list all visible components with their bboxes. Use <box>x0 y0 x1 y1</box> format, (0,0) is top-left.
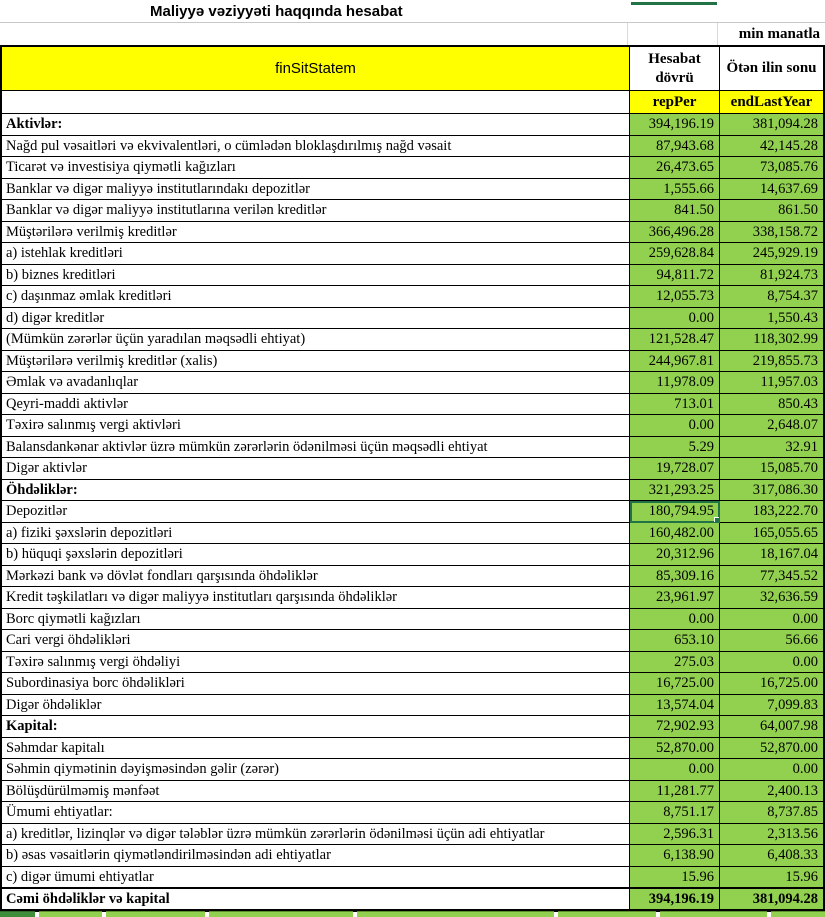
end-last-year-value-cell[interactable]: 165,055.65 <box>720 523 823 545</box>
report-period-key-cell[interactable]: repPer <box>630 91 720 114</box>
table-row <box>2 845 823 867</box>
report-period-value-cell[interactable]: 85,309.16 <box>630 566 720 588</box>
row-label-cell[interactable]: Depozitlər <box>2 501 630 523</box>
row-label-cell[interactable]: Kapital: <box>2 716 630 738</box>
partial-cell <box>357 911 554 917</box>
report-period-value-cell[interactable]: 160,482.00 <box>630 523 720 545</box>
row-label-cell[interactable]: (Mümkün zərərlər üçün yaradılan məqsədli ehtiyat) <box>2 329 630 351</box>
report-period-value-cell[interactable]: 23,961.97 <box>630 587 720 609</box>
report-period-value-cell[interactable]: 0.00 <box>630 415 720 437</box>
table-row <box>2 372 823 394</box>
end-last-year-value-cell[interactable]: 317,086.30 <box>720 480 823 502</box>
end-last-year-value-cell[interactable]: 0.00 <box>720 652 823 674</box>
end-last-year-value-cell[interactable]: 850.43 <box>720 394 823 416</box>
selection-fill-handle[interactable] <box>714 517 720 523</box>
end-last-year-value-cell[interactable]: 6,408.33 <box>720 845 823 867</box>
row-label-cell[interactable]: Subordinasiya borc öhdəlikləri <box>2 673 630 695</box>
report-period-value-cell[interactable]: 259,628.84 <box>630 243 720 265</box>
report-period-value-cell[interactable]: 321,293.25 <box>630 480 720 502</box>
end-last-year-value-cell[interactable]: 381,094.28 <box>720 114 823 136</box>
report-period-value-cell[interactable]: 87,943.68 <box>630 136 720 158</box>
report-period-value-cell[interactable]: 366,496.28 <box>630 222 720 244</box>
report-period-value-cell[interactable]: 52,870.00 <box>630 738 720 760</box>
end-last-year-value-cell[interactable]: 245,929.19 <box>720 243 823 265</box>
page-title: Maliyyə vəziyyəti haqqında hesabat <box>150 3 403 20</box>
report-period-value-cell[interactable]: 11,281.77 <box>630 781 720 803</box>
partial-cell <box>0 911 35 917</box>
report-period-line1: Hesabat <box>648 50 701 67</box>
table-row <box>2 114 823 136</box>
end-last-year-value-cell[interactable]: 16,725.00 <box>720 673 823 695</box>
row-label-cell[interactable]: c) daşınmaz əmlak kreditləri <box>2 286 630 308</box>
table-row <box>2 695 823 717</box>
table-row <box>2 523 823 545</box>
table-body <box>2 114 823 910</box>
subheader-row <box>2 91 823 114</box>
row-label-cell[interactable]: a) istehlak kreditləri <box>2 243 630 265</box>
end-last-year-value-cell[interactable]: 81,924.73 <box>720 265 823 287</box>
table-row <box>2 802 823 824</box>
partial-next-row <box>0 911 825 917</box>
row-label-cell[interactable]: Öhdəliklər: <box>2 480 630 502</box>
row-label-cell[interactable]: Təxirə salınmış vergi aktivləri <box>2 415 630 437</box>
report-period-value-cell[interactable]: 16,725.00 <box>630 673 720 695</box>
end-last-year-value-cell[interactable]: 0.00 <box>720 609 823 631</box>
partial-cell-border-top <box>631 2 717 5</box>
end-last-year-value-cell[interactable]: 183,222.70 <box>720 501 823 523</box>
table-row <box>2 458 823 480</box>
report-period-value-cell[interactable]: 13,574.04 <box>630 695 720 717</box>
row-label-cell[interactable]: Bölüşdürülməmiş mənfəət <box>2 781 630 803</box>
table-row <box>2 759 823 781</box>
end-last-year-value-cell[interactable]: 52,870.00 <box>720 738 823 760</box>
table-row <box>2 480 823 502</box>
table-row <box>2 587 823 609</box>
end-last-year-value-cell[interactable]: 56.66 <box>720 630 823 652</box>
table-row <box>2 824 823 846</box>
report-period-value-cell[interactable]: 8,751.17 <box>630 802 720 824</box>
table-row <box>2 544 823 566</box>
table-row <box>2 888 823 910</box>
report-period-value-cell[interactable]: 121,528.47 <box>630 329 720 351</box>
end-last-year-value-cell[interactable]: 219,855.73 <box>720 351 823 373</box>
table-row <box>2 243 823 265</box>
row-label-cell[interactable]: Ticarət və investisiya qiymətli kağızları <box>2 157 630 179</box>
table-row <box>2 265 823 287</box>
end-last-year-value-cell[interactable]: 118,302.99 <box>720 329 823 351</box>
report-period-line2: dövrü <box>655 69 694 86</box>
table-row <box>2 867 823 889</box>
end-last-year-value-cell[interactable]: 42,145.28 <box>720 136 823 158</box>
row-label-cell[interactable]: b) biznes kreditləri <box>2 265 630 287</box>
report-period-value-cell[interactable]: 394,196.19 <box>630 114 720 136</box>
report-period-value-cell[interactable]: 653.10 <box>630 630 720 652</box>
row-label-cell[interactable]: a) kreditlər, lizinqlər və digər tələblər üzrə mümkün zərərlərin ödənilməsi üçün adi ehtiyatlar <box>2 824 630 846</box>
row-label-cell[interactable]: c) digər ümumi ehtiyatlar <box>2 867 630 889</box>
end-last-year-value-cell[interactable]: 7,099.83 <box>720 695 823 717</box>
report-period-value-cell[interactable]: 713.01 <box>630 394 720 416</box>
table-row <box>2 329 823 351</box>
title-row <box>0 0 825 23</box>
end-last-year-value-cell[interactable]: 73,085.76 <box>720 157 823 179</box>
table-row <box>2 136 823 158</box>
end-last-year-header-cell[interactable]: Ötən ilin sonu <box>720 47 823 91</box>
report-period-value-cell[interactable]: 0.00 <box>630 759 720 781</box>
row-label-cell[interactable]: Banklar və digər maliyyə institutlarındakı depozitlər <box>2 179 630 201</box>
report-period-value-cell[interactable]: 275.03 <box>630 652 720 674</box>
end-last-year-key-cell[interactable]: endLastYear <box>720 91 823 114</box>
report-period-value-cell[interactable]: 15.96 <box>630 867 720 889</box>
report-period-value-cell[interactable]: 0.00 <box>630 308 720 330</box>
row-label-cell[interactable]: Əmlak və avadanlıqlar <box>2 372 630 394</box>
report-period-value-cell[interactable]: 394,196.19 <box>630 888 720 910</box>
row-label-cell[interactable]: Müştərilərə verilmiş kreditlər (xalis) <box>2 351 630 373</box>
row-label-cell[interactable]: Səhmdar kapitalı <box>2 738 630 760</box>
row-label-cell[interactable]: Təxirə salınmış vergi öhdəliyi <box>2 652 630 674</box>
table-row <box>2 673 823 695</box>
report-period-value-cell[interactable]: 0.00 <box>630 609 720 631</box>
end-last-year-value-cell[interactable]: 1,550.43 <box>720 308 823 330</box>
table-row <box>2 781 823 803</box>
row-label-cell[interactable]: Digər aktivlər <box>2 458 630 480</box>
end-last-year-value-cell[interactable]: 861.50 <box>720 200 823 222</box>
end-last-year-value-cell[interactable]: 2,400.13 <box>720 781 823 803</box>
row-label-cell[interactable]: Cari vergi öhdəlikləri <box>2 630 630 652</box>
report-period-value-cell[interactable]: 6,138.90 <box>630 845 720 867</box>
end-last-year-value-cell[interactable]: 0.00 <box>720 759 823 781</box>
table-row <box>2 286 823 308</box>
table-row <box>2 351 823 373</box>
row-label-cell[interactable]: a) fiziki şəxslərin depozitləri <box>2 523 630 545</box>
table-row <box>2 566 823 588</box>
partial-cell <box>39 911 102 917</box>
header-row <box>2 47 823 91</box>
row-label-cell[interactable]: Qeyri-maddi aktivlər <box>2 394 630 416</box>
row-label-cell[interactable]: Nağd pul vəsaitləri və ekvivalentləri, o cümlədən bloklaşdırılmış nağd vəsait <box>2 136 630 158</box>
row-label-cell[interactable]: Digər öhdəliklər <box>2 695 630 717</box>
end-last-year-value-cell[interactable]: 11,957.03 <box>720 372 823 394</box>
table-row <box>2 652 823 674</box>
selected-cell[interactable]: 180,794.95 <box>630 501 720 523</box>
table-row <box>2 501 823 523</box>
end-last-year-value-cell[interactable]: 2,648.07 <box>720 415 823 437</box>
table-row <box>2 716 823 738</box>
report-period-value-cell[interactable]: 94,811.72 <box>630 265 720 287</box>
end-last-year-value-cell[interactable]: 15.96 <box>720 867 823 889</box>
end-last-year-value-cell[interactable]: 2,313.56 <box>720 824 823 846</box>
end-last-year-value-cell[interactable]: 32,636.59 <box>720 587 823 609</box>
partial-cell <box>558 911 656 917</box>
report-period-value-cell[interactable]: 19,728.07 <box>630 458 720 480</box>
row-label-cell[interactable]: Banklar və digər maliyyə institutlarına verilən kreditlər <box>2 200 630 222</box>
row-label-cell[interactable]: Balansdankənar aktivlər üzrə mümkün zərərlərin ödənilməsi üçün məqsədli ehtiyat <box>2 437 630 459</box>
empty-cell[interactable] <box>2 91 630 114</box>
table-row <box>2 630 823 652</box>
unit-row <box>0 23 825 45</box>
partial-cell <box>106 911 206 917</box>
form-code-cell[interactable]: finSitStatem <box>2 47 630 91</box>
report-period-value-cell[interactable]: 1,555.66 <box>630 179 720 201</box>
row-label-cell[interactable]: Mərkəzi bank və dövlət fondları qarşısında öhdəliklər <box>2 566 630 588</box>
table-row <box>2 394 823 416</box>
end-last-year-value-cell[interactable]: 64,007.98 <box>720 716 823 738</box>
row-label-cell[interactable]: Cəmi öhdəliklər və kapital <box>2 888 630 910</box>
table-row <box>2 738 823 760</box>
report-period-value-cell[interactable]: 26,473.65 <box>630 157 720 179</box>
partial-cell <box>209 911 352 917</box>
end-last-year-value-cell[interactable]: 32.91 <box>720 437 823 459</box>
report-period-value-cell[interactable]: 244,967.81 <box>630 351 720 373</box>
report-period-value-cell[interactable]: 5.29 <box>630 437 720 459</box>
report-period-value-cell[interactable]: 12,055.73 <box>630 286 720 308</box>
end-last-year-value-cell[interactable]: 381,094.28 <box>720 888 823 910</box>
end-last-year-value-cell[interactable]: 77,345.52 <box>720 566 823 588</box>
row-label-cell[interactable]: Kredit təşkilatları və digər maliyyə institutları qarşısında öhdəliklər <box>2 587 630 609</box>
table-row <box>2 222 823 244</box>
report-period-value-cell[interactable]: 841.50 <box>630 200 720 222</box>
table-row <box>2 437 823 459</box>
report-period-value-cell[interactable]: 11,978.09 <box>630 372 720 394</box>
row-label-cell[interactable]: Aktivlər: <box>2 114 630 136</box>
report-period-header-cell[interactable] <box>630 47 720 91</box>
row-label-cell[interactable]: d) digər kreditlər <box>2 308 630 330</box>
table-row <box>2 308 823 330</box>
row-label-cell[interactable]: Müştərilərə verilmiş kreditlər <box>2 222 630 244</box>
table-row <box>2 609 823 631</box>
report-period-value-cell[interactable]: 2,596.31 <box>630 824 720 846</box>
partial-cell <box>660 911 768 917</box>
financial-statement-table <box>0 45 825 912</box>
table-row <box>2 157 823 179</box>
report-period-value-cell[interactable]: 72,902.93 <box>630 716 720 738</box>
partial-cell <box>771 911 825 917</box>
report-period-value-cell[interactable]: 20,312.96 <box>630 544 720 566</box>
end-last-year-value-cell[interactable]: 14,637.69 <box>720 179 823 201</box>
table-row <box>2 200 823 222</box>
row-label-cell[interactable]: b) hüquqi şəxslərin depozitləri <box>2 544 630 566</box>
table-row <box>2 415 823 437</box>
end-last-year-value-cell[interactable]: 8,754.37 <box>720 286 823 308</box>
end-last-year-value-cell[interactable]: 338,158.72 <box>720 222 823 244</box>
table-row <box>2 179 823 201</box>
end-last-year-value-cell[interactable]: 18,167.04 <box>720 544 823 566</box>
row-label-cell[interactable]: Borc qiymətli kağızları <box>2 609 630 631</box>
row-label-cell[interactable]: Ümumi ehtiyatlar: <box>2 802 630 824</box>
unit-note: min manatla <box>738 26 820 42</box>
end-last-year-value-cell[interactable]: 15,085.70 <box>720 458 823 480</box>
row-label-cell[interactable]: b) əsas vəsaitlərin qiymətləndirilməsindən adi ehtiyatlar <box>2 845 630 867</box>
row-label-cell[interactable]: Səhmin qiymətinin dəyişməsindən gəlir (zərər) <box>2 759 630 781</box>
end-last-year-value-cell[interactable]: 8,737.85 <box>720 802 823 824</box>
